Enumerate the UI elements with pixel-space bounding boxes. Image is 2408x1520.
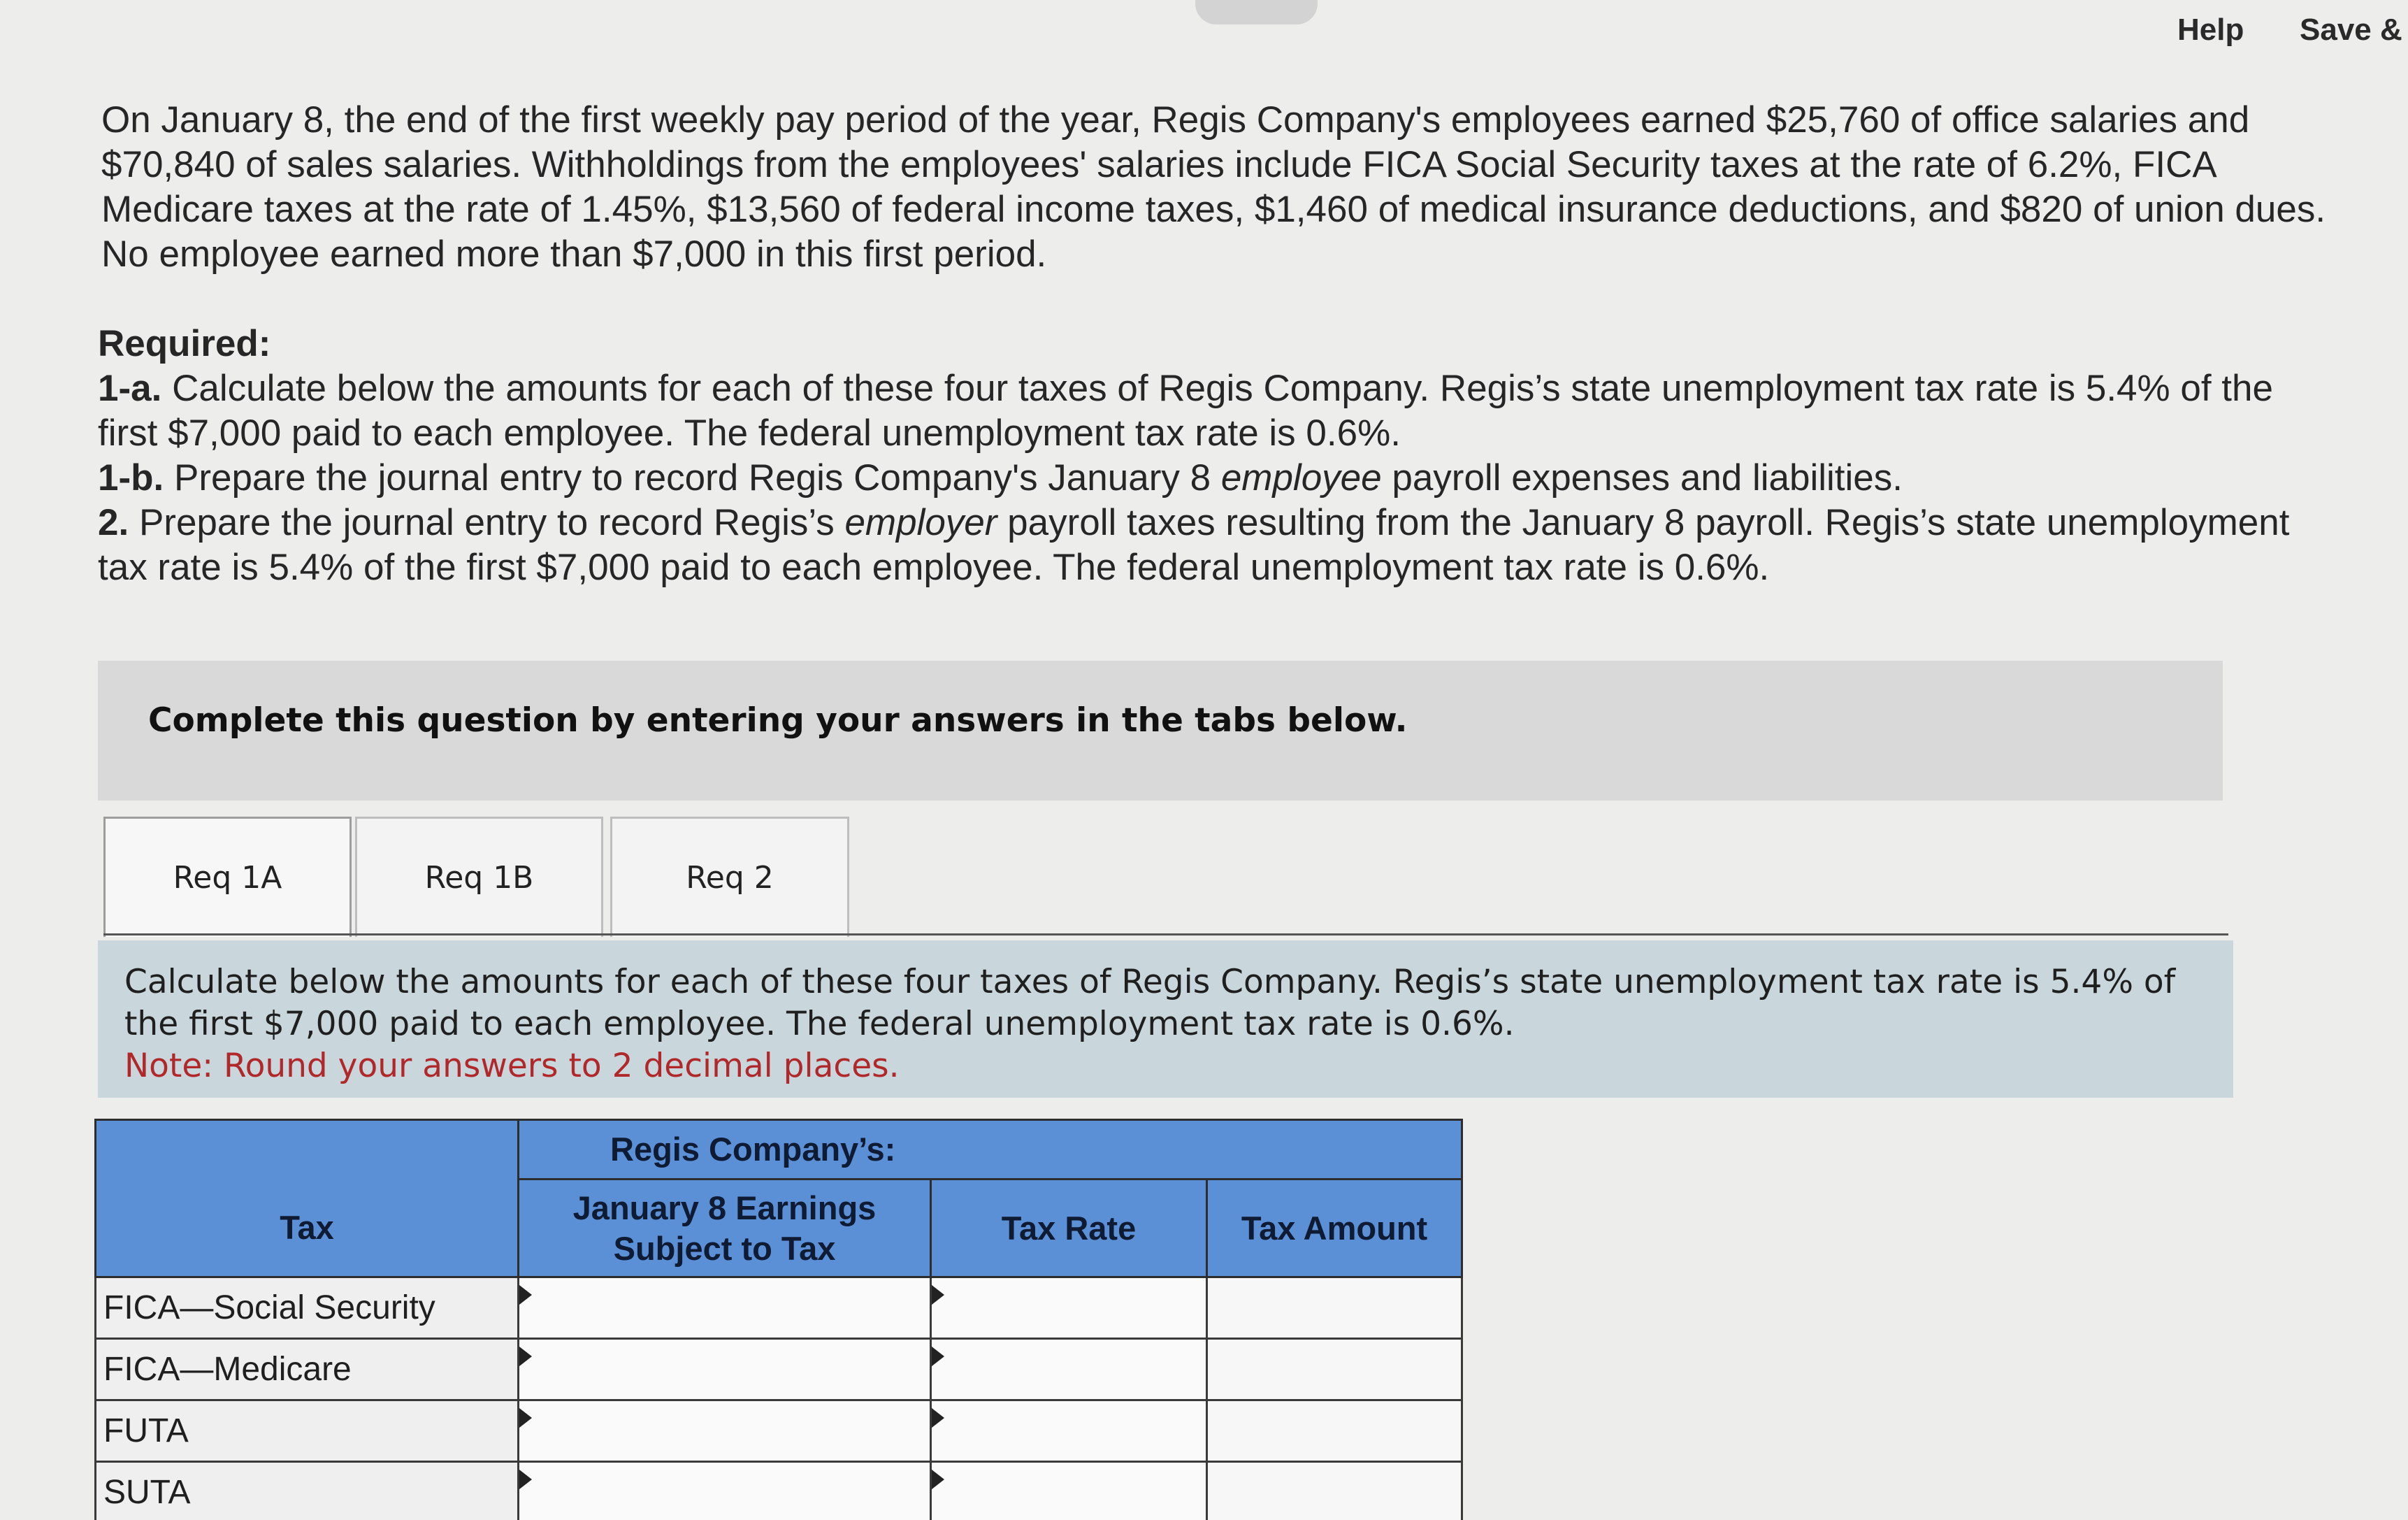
tax-name-cell: SUTA <box>96 1462 519 1520</box>
banner-text: Complete this question by entering your answers in the tabs below. <box>148 701 1408 740</box>
problem-line: No employee earned more than $7,000 in this first period. <box>101 234 1047 275</box>
tab-req-1a[interactable]: Req 1A <box>103 817 352 937</box>
column-header-rate: Tax Rate <box>931 1180 1207 1277</box>
earnings-input[interactable] <box>519 1462 931 1520</box>
req-1b-text-a: Prepare the journal entry to record Regis Company's January 8 <box>173 457 1211 499</box>
help-link[interactable]: Help <box>2177 13 2244 47</box>
problem-statement <box>101 98 2394 277</box>
problem-line: $70,840 of sales salaries. Withholdings from the employees' salaries include FICA Social Security taxes at the rate of 6.2%, FICA <box>101 144 2217 185</box>
tax-amount-cell <box>1207 1400 1462 1462</box>
tax-amount-cell <box>1207 1462 1462 1520</box>
req-2-line1 <box>98 501 2398 545</box>
tab-req-2[interactable]: Req 2 <box>610 817 849 937</box>
column-header-earnings-line2: Subject to Tax <box>613 1229 836 1267</box>
instruction-banner <box>98 661 2223 801</box>
problem-line: Medicare taxes at the rate of 1.45%, $13,560 of federal income taxes, $1,460 of medical insurance deductions, and $820 of union dues. <box>101 189 2326 230</box>
save-exit-link[interactable]: Save & <box>2300 13 2402 47</box>
req-2-emphasis: employer <box>844 502 997 543</box>
req-1a-line1 <box>98 366 2398 411</box>
tax-amount-cell <box>1207 1277 1462 1339</box>
table-row <box>96 1400 1462 1462</box>
table-row <box>96 1339 1462 1400</box>
req-1b-label: 1-b. <box>98 457 164 499</box>
top-pill-button[interactable] <box>1195 0 1318 24</box>
req-1a-label: 1-a. <box>98 368 162 409</box>
problem-line: On January 8, the end of the first weekly pay period of the year, Regis Company's employees earned $25,760 of office salaries and <box>101 99 2250 141</box>
req-2-text-a: Prepare the journal entry to record Regis’s <box>138 502 835 543</box>
column-header-tax: Tax <box>96 1180 519 1277</box>
req-1b-text-b: payroll expenses and liabilities. <box>1392 457 1903 499</box>
tax-name-cell: FICA—Social Security <box>96 1277 519 1339</box>
column-header-earnings <box>519 1180 931 1277</box>
table-group-header: Regis Company’s: <box>519 1120 1462 1180</box>
req-1b-line <box>98 456 2398 501</box>
table-header-blank <box>96 1120 519 1180</box>
tax-name-cell: FUTA <box>96 1400 519 1462</box>
req-1b-emphasis: employee <box>1220 457 1382 499</box>
tax-rate-input[interactable] <box>931 1400 1207 1462</box>
tab-divider <box>103 933 2228 935</box>
required-section <box>98 322 2398 590</box>
req-2-text-b: payroll taxes resulting from the January 8 payroll. Regis’s state unemployment <box>1007 502 2290 543</box>
req-1a-text: Calculate below the amounts for each of these four taxes of Regis Company. Regis’s state unemployment tax rate is 5.4% of the <box>172 368 2273 409</box>
tab-instructions <box>98 940 2233 1098</box>
tax-table <box>94 1119 1463 1520</box>
table-row <box>96 1462 1462 1520</box>
instruction-line: Calculate below the amounts for each of these four taxes of Regis Company. Regis’s state unemployment tax rate is 5.4% of <box>124 963 2176 1001</box>
earnings-input[interactable] <box>519 1277 931 1339</box>
req-2-line2: tax rate is 5.4% of the first $7,000 paid to each employee. The federal unemployment tax rate is 0.6%. <box>98 547 1770 588</box>
column-header-amount: Tax Amount <box>1207 1180 1462 1277</box>
instruction-line: the first $7,000 paid to each employee. The federal unemployment tax rate is 0.6%. <box>124 1005 1515 1043</box>
tax-rate-input[interactable] <box>931 1462 1207 1520</box>
tab-req-1b[interactable]: Req 1B <box>355 817 603 937</box>
tax-rate-input[interactable] <box>931 1277 1207 1339</box>
earnings-input[interactable] <box>519 1400 931 1462</box>
table-row <box>96 1277 1462 1339</box>
req-1a-line2: first $7,000 paid to each employee. The federal unemployment tax rate is 0.6%. <box>98 413 1401 454</box>
earnings-input[interactable] <box>519 1339 931 1400</box>
tax-amount-cell <box>1207 1339 1462 1400</box>
column-header-earnings-line1: January 8 Earnings <box>572 1189 877 1226</box>
rounding-note: Note: Round your answers to 2 decimal places. <box>124 1047 900 1085</box>
tax-rate-input[interactable] <box>931 1339 1207 1400</box>
tax-name-cell: FICA—Medicare <box>96 1339 519 1400</box>
required-heading: Required: <box>98 323 271 364</box>
req-2-label: 2. <box>98 502 129 543</box>
